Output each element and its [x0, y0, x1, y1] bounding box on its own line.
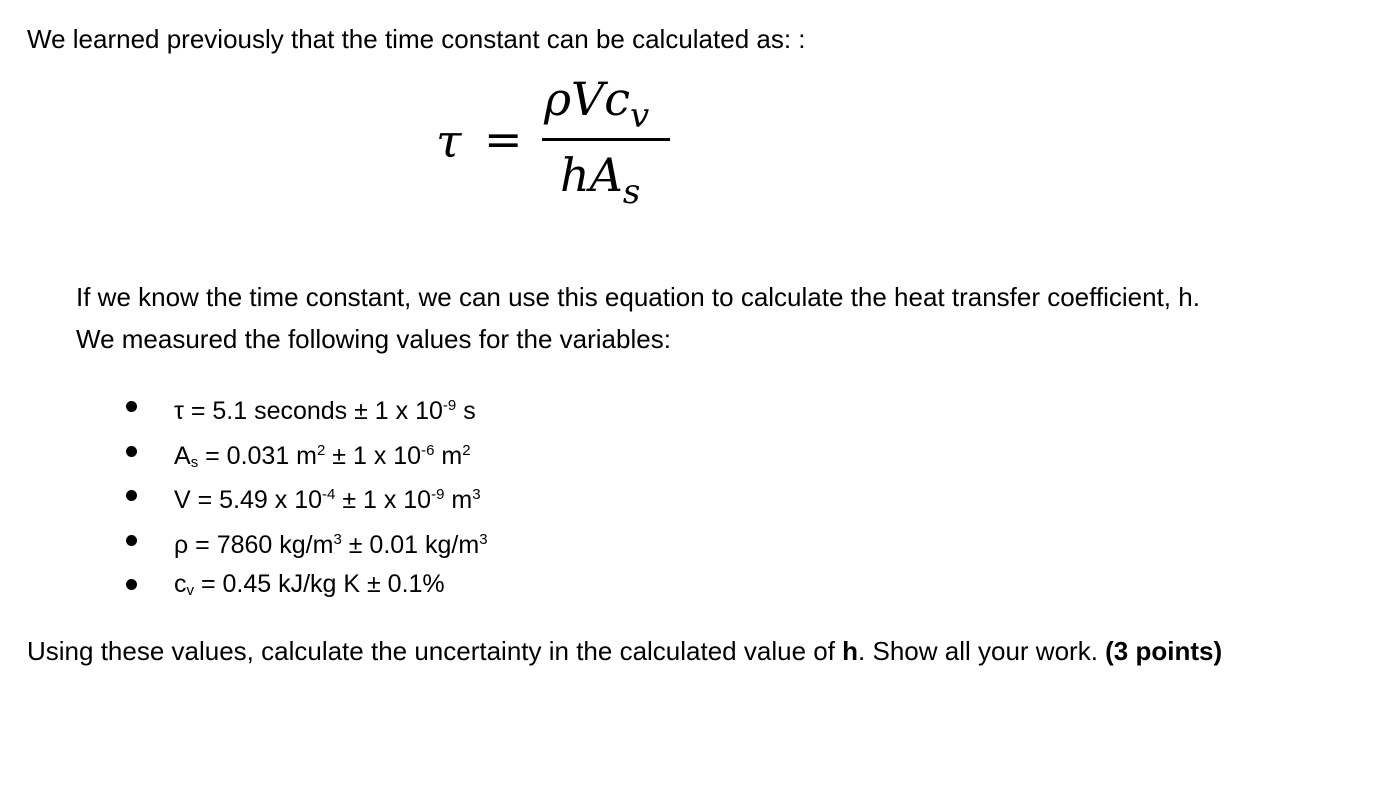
var-sup: -9: [442, 397, 457, 414]
var-sup: -9: [431, 486, 445, 503]
fraction-bar: [542, 138, 670, 141]
var-text: ± 1 x 10: [325, 441, 422, 470]
points-label: (3 points): [1105, 636, 1223, 666]
var-text: s: [456, 397, 476, 425]
var-text: = 0.031 m: [198, 441, 318, 470]
var-sup: -4: [322, 486, 336, 503]
bullet-icon: [126, 490, 137, 501]
var-sup: 2: [317, 441, 326, 459]
var-text: A: [174, 441, 191, 470]
equation-numerator: [544, 72, 649, 136]
explanation-paragraph: [76, 276, 1200, 360]
var-sup: 2: [462, 441, 471, 459]
denominator-subscript: s: [622, 172, 641, 212]
denominator-main: hA: [560, 148, 623, 202]
var-text: ± 1 x 10: [335, 486, 432, 514]
var-text: m: [434, 441, 463, 470]
var-sub: s: [190, 453, 199, 471]
equation-equals: =: [484, 112, 523, 166]
paragraph-line-2: We measured the following values for the variables:: [76, 324, 671, 354]
instruction-part: . Show all your work.: [858, 636, 1106, 666]
var-text: τ = 5.1 seconds ± 1 x 10: [174, 397, 443, 425]
bullet-icon: [126, 579, 137, 590]
var-sup: 3: [479, 530, 488, 548]
var-sup: 3: [333, 530, 342, 548]
variable-list: [120, 388, 488, 611]
var-text: ± 0.01 kg/m: [341, 530, 480, 559]
list-item: [120, 522, 488, 567]
var-text: = 0.45 kJ/kg K ± 0.1%: [194, 570, 445, 598]
numerator-main: ρVc: [544, 72, 631, 126]
intro-text: We learned previously that the time constant can be calculated as: :: [27, 24, 806, 54]
var-text: c: [174, 570, 187, 598]
var-text: m: [444, 486, 473, 514]
var-sub: v: [186, 582, 194, 599]
instruction-bold-h: h: [842, 636, 859, 666]
numerator-subscript: v: [630, 96, 650, 136]
bullet-icon: [126, 446, 137, 457]
time-constant-equation: [430, 72, 690, 222]
bullet-icon: [126, 535, 137, 546]
equation-lhs: τ: [436, 114, 462, 168]
var-sup: 3: [472, 486, 481, 503]
list-item: [120, 388, 488, 433]
var-text: V = 5.49 x 10: [174, 486, 323, 514]
list-item: [120, 566, 488, 611]
equation-denominator: [560, 148, 640, 212]
var-sup: -6: [421, 441, 435, 459]
list-item: [120, 433, 488, 478]
bullet-icon: [126, 401, 137, 412]
instruction-text: [27, 636, 1222, 667]
list-item: [120, 477, 488, 522]
paragraph-line-1: If we know the time constant, we can use this equation to calculate the heat transfer coefficient, h.: [76, 282, 1200, 312]
instruction-part: Using these values, calculate the uncertainty in the calculated value of: [27, 636, 843, 666]
var-text: ρ = 7860 kg/m: [174, 530, 334, 559]
